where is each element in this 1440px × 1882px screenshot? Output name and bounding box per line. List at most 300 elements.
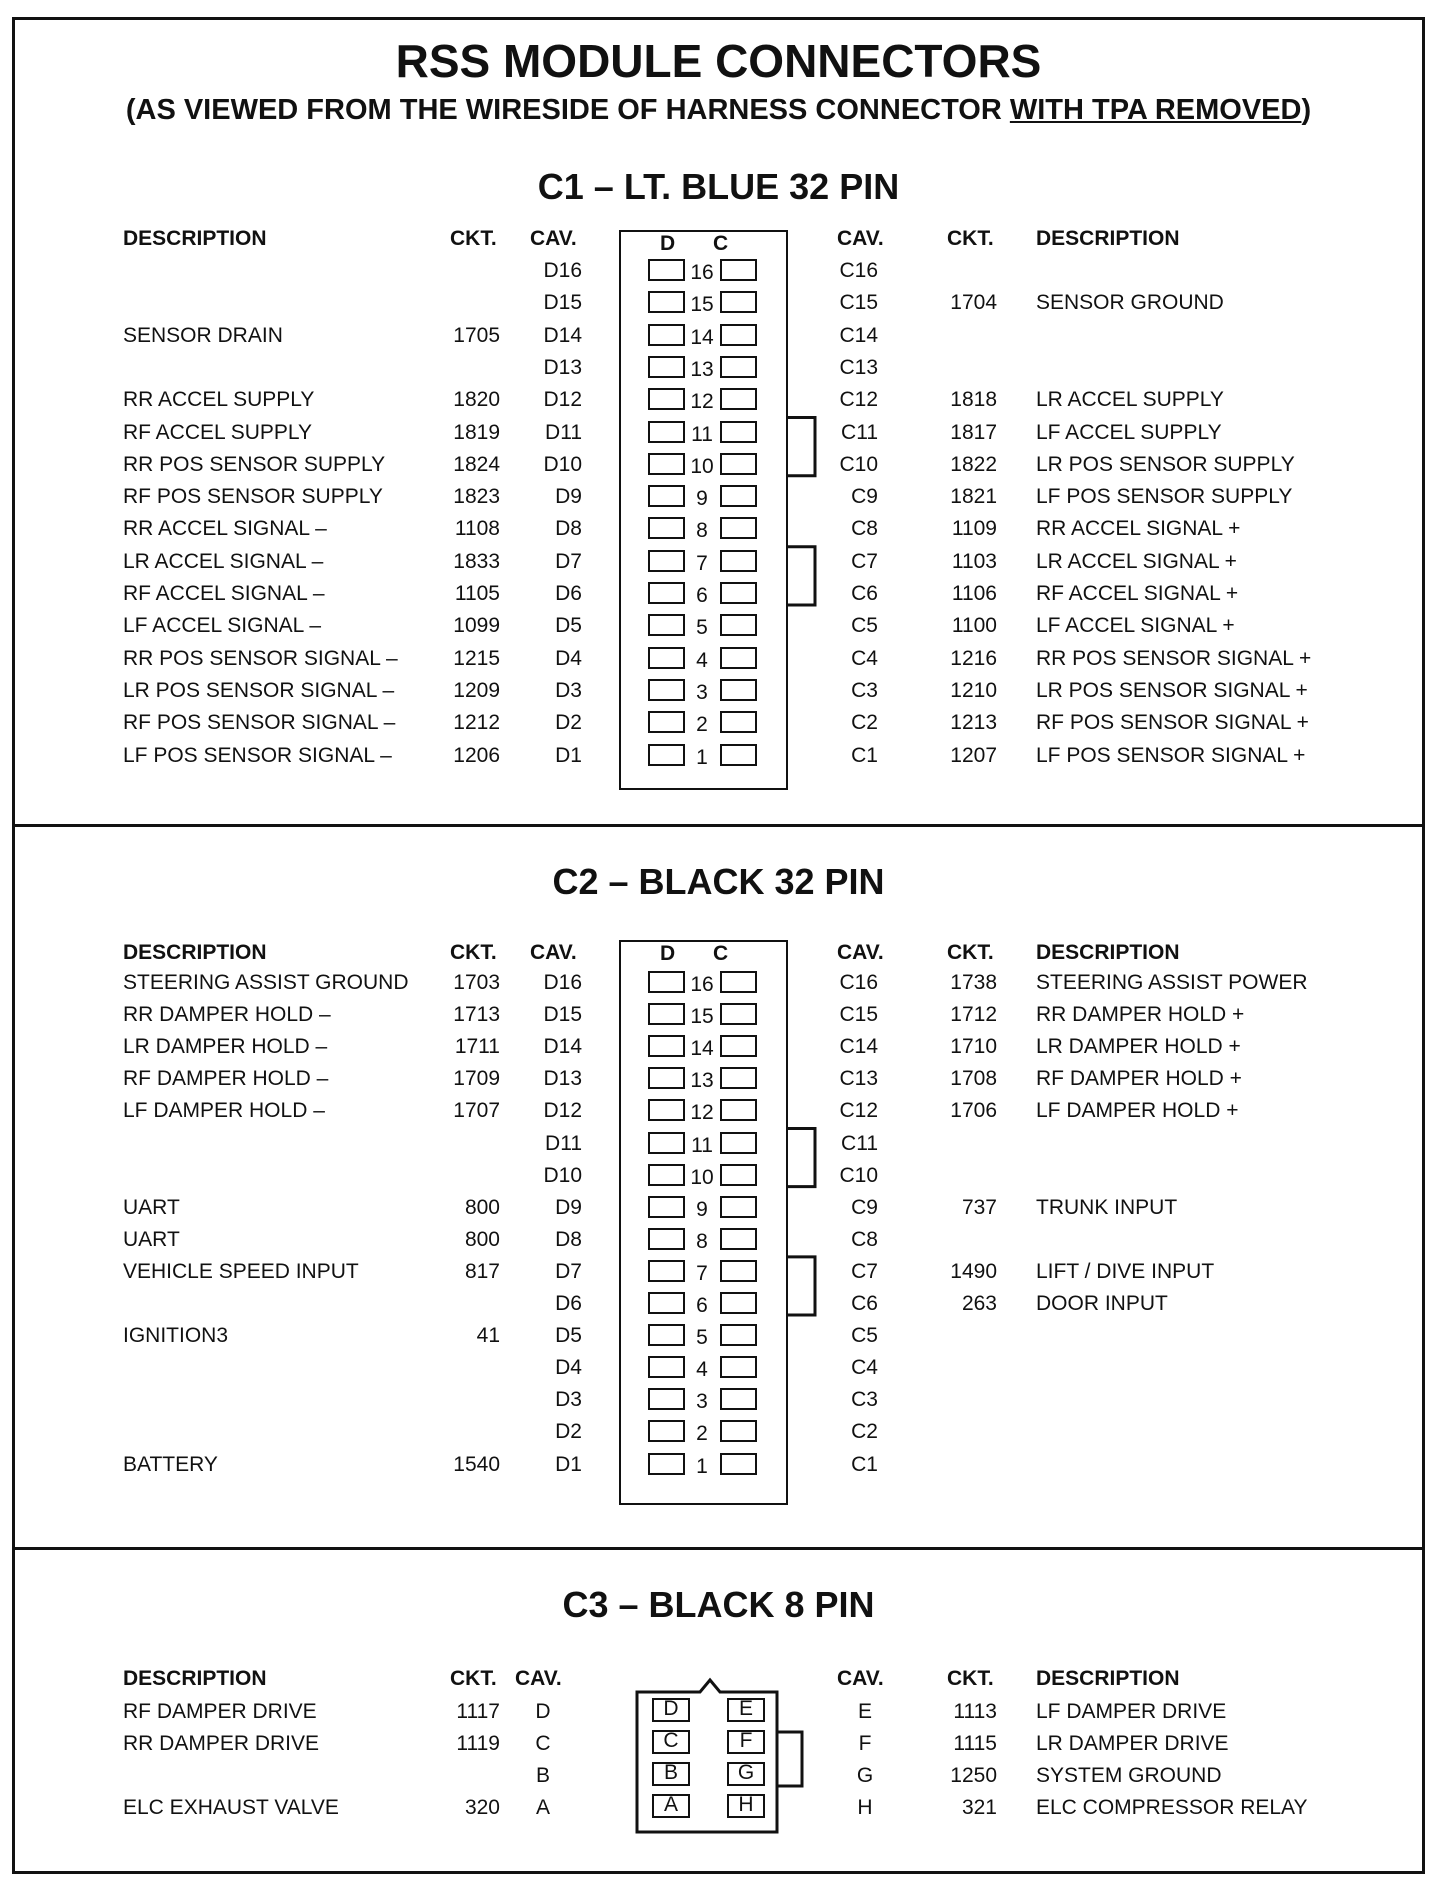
c2-right-description: RR DAMPER HOLD + [1036, 1003, 1245, 1027]
c2-pin-number: 2 [696, 1422, 708, 1446]
c3-right-ckt: 1113 [953, 1700, 997, 1723]
c2-right-cav: C8 [851, 1227, 878, 1251]
c1-cavity-c [720, 647, 757, 669]
c2-pin-number: 8 [696, 1229, 708, 1253]
c2-cavity-c [720, 1196, 757, 1218]
c2-lower-latch [788, 1257, 815, 1315]
c1-cavity-c [720, 291, 757, 313]
c2-cavity-c [720, 1099, 757, 1121]
c1-left-ckt: 1705 [453, 323, 500, 347]
c1-right-description: RF POS SENSOR SIGNAL + [1036, 711, 1309, 735]
c1-column-c-label: C [713, 232, 729, 255]
c1-left-ckt: 1206 [453, 743, 500, 767]
c2-cavity-c [720, 1228, 757, 1250]
c1-cavity-c [720, 388, 757, 410]
c3-right-description-header: DESCRIPTION [1036, 1667, 1180, 1690]
c1-left-ckt: 1105 [454, 582, 500, 605]
c1-right-description: LF ACCEL SUPPLY [1036, 420, 1222, 444]
c2-right-ckt-header: CKT. [947, 941, 994, 964]
c1-pin-number: 12 [690, 390, 714, 414]
c1-pin-number: 5 [696, 616, 708, 640]
c1-left-cav: D13 [543, 355, 582, 379]
c1-cavity-d [648, 679, 685, 701]
c1-right-description: RF ACCEL SIGNAL + [1036, 582, 1239, 605]
c1-right-description: RR ACCEL SIGNAL + [1036, 517, 1241, 541]
c1-left-ckt: 1108 [454, 517, 500, 541]
c2-left-cav: D2 [555, 1420, 582, 1444]
c2-cavity-c [720, 1292, 757, 1314]
c2-right-description: DOOR INPUT [1036, 1292, 1168, 1315]
c2-left-ckt: 1713 [453, 1003, 500, 1027]
c3-cavity-letter: C [663, 1729, 679, 1752]
c1-cavity-c [720, 711, 757, 733]
c2-column-c-label: C [713, 942, 729, 965]
c1-right-cav: C8 [851, 517, 878, 541]
c1-right-ckt: 1822 [950, 452, 997, 476]
c2-left-cav: D1 [555, 1452, 582, 1476]
c2-pin-number: 10 [690, 1165, 714, 1189]
c1-right-cav: C14 [839, 323, 878, 347]
c2-right-cav: C7 [851, 1259, 878, 1283]
c1-left-cav: D1 [555, 743, 582, 767]
c2-cavity-c [720, 1067, 757, 1089]
c2-cavity-d [648, 1292, 685, 1314]
c1-right-ckt: 1100 [951, 614, 997, 638]
c1-right-cav: C6 [851, 582, 878, 605]
c3-left-cav: D [535, 1700, 551, 1723]
c2-cavity-d [648, 1260, 685, 1282]
c2-left-ckt-header: CKT. [450, 941, 497, 964]
c2-left-ckt: 1711 [454, 1035, 500, 1059]
c2-cavity-c [720, 1324, 757, 1346]
c2-left-ckt: 1707 [453, 1099, 500, 1123]
c2-right-description: LR DAMPER HOLD + [1036, 1035, 1241, 1059]
c3-title: C3 – BLACK 8 PIN [562, 1584, 875, 1625]
c2-right-description: LIFT / DIVE INPUT [1036, 1259, 1215, 1283]
c2-left-description: VEHICLE SPEED INPUT [123, 1259, 359, 1283]
c1-left-description: LF ACCEL SIGNAL – [123, 614, 322, 638]
c1-left-ckt: 1833 [453, 549, 500, 573]
c1-cavity-c [720, 356, 757, 378]
c2-left-ckt: 41 [476, 1324, 500, 1348]
c1-pin-number: 10 [690, 454, 714, 478]
c2-cavity-d [648, 971, 685, 993]
c1-right-description: LR ACCEL SUPPLY [1036, 388, 1224, 412]
c2-left-description: UART [123, 1227, 180, 1251]
c2-left-cav: D3 [555, 1388, 582, 1412]
c1-pin-number: 15 [690, 293, 714, 317]
c1-right-ckt: 1109 [951, 517, 997, 541]
c2-pin-number: 1 [696, 1454, 708, 1478]
c1-left-cav: D9 [555, 485, 582, 509]
c2-right-cav-header: CAV. [837, 941, 884, 964]
c2-cavity-d [648, 1099, 685, 1121]
c3-left-description: ELC EXHAUST VALVE [123, 1796, 339, 1819]
c2-pin-number: 4 [696, 1358, 708, 1382]
c1-right-description: LR POS SENSOR SUPPLY [1036, 452, 1295, 476]
c1-pin-number: 4 [696, 648, 708, 672]
c1-left-ckt: 1820 [453, 388, 500, 412]
c2-cavity-c [720, 1003, 757, 1025]
c3-left-ckt: 320 [464, 1796, 500, 1819]
c1-left-description: RR ACCEL SUPPLY [123, 388, 315, 412]
c1-cavity-d [648, 356, 685, 378]
c2-right-ckt: 1490 [950, 1259, 997, 1283]
c1-lower-latch [788, 547, 815, 605]
c2-left-cav: D8 [555, 1227, 582, 1251]
c2-left-ckt: 800 [464, 1195, 500, 1219]
c2-left-cav: D11 [545, 1131, 582, 1155]
c2-right-cav: C11 [841, 1131, 878, 1155]
c1-left-ckt: 1099 [453, 614, 500, 638]
c2-right-description: RF DAMPER HOLD + [1036, 1067, 1242, 1091]
c2-cavity-d [648, 1453, 685, 1475]
c1-left-ckt: 1215 [453, 646, 500, 670]
c2-right-cav: C4 [851, 1356, 878, 1380]
c2-left-description: RR DAMPER HOLD – [123, 1003, 331, 1027]
c2-left-cav: D7 [555, 1259, 582, 1283]
c1-left-cav: D15 [543, 291, 582, 315]
c2-cavity-d [648, 1356, 685, 1378]
c1-cavity-d [648, 614, 685, 636]
c2-cavity-c [720, 971, 757, 993]
c1-left-description: RR POS SENSOR SIGNAL – [123, 646, 398, 670]
c2-right-cav: C12 [839, 1099, 878, 1123]
c2-left-description: RF DAMPER HOLD – [123, 1067, 329, 1091]
c1-right-ckt: 1821 [950, 485, 997, 509]
c2-pin-number: 7 [696, 1261, 708, 1285]
c1-right-cav: C11 [841, 420, 878, 444]
c1-left-ckt: 1824 [453, 452, 500, 476]
c1-left-description: RF POS SENSOR SIGNAL – [123, 711, 396, 735]
c1-right-cav: C13 [839, 355, 878, 379]
c1-right-cav: C15 [839, 291, 878, 315]
c1-left-ckt: 1209 [453, 678, 500, 702]
c2-right-description: STEERING ASSIST POWER [1036, 971, 1308, 994]
subtitle-underlined: WITH TPA REMOVED [1009, 94, 1302, 126]
c2-left-cav: D13 [543, 1067, 582, 1091]
c3-right-cav: G [856, 1764, 874, 1787]
c1-pin-number: 7 [696, 551, 708, 575]
c1-left-cav: D16 [543, 259, 582, 282]
c1-right-ckt: 1216 [950, 646, 997, 670]
c3-left-description-header: DESCRIPTION [123, 1667, 267, 1690]
c2-left-ckt: 1703 [453, 971, 500, 994]
c2-pin-number: 9 [696, 1197, 708, 1221]
c2-left-cav: D14 [543, 1035, 582, 1059]
c1-left-cav: D11 [545, 420, 582, 444]
c1-left-ckt: 1819 [453, 420, 500, 444]
c1-right-description: SENSOR GROUND [1036, 291, 1224, 315]
c1-cavity-d [648, 517, 685, 539]
c1-pin-number: 1 [696, 745, 708, 769]
c2-cavity-d [648, 1067, 685, 1089]
c2-left-description: LF DAMPER HOLD – [123, 1099, 325, 1123]
c1-left-cav-header: CAV. [530, 227, 577, 250]
c1-right-cav: C1 [851, 743, 878, 767]
c1-left-cav: D4 [555, 646, 582, 670]
c1-right-description: LR ACCEL SIGNAL + [1036, 549, 1237, 573]
c1-left-cav: D3 [555, 678, 582, 702]
c2-left-cav: D6 [555, 1292, 582, 1315]
c1-left-description: LR POS SENSOR SIGNAL – [123, 678, 395, 702]
c2-cavity-c [720, 1260, 757, 1282]
c3-right-description: SYSTEM GROUND [1036, 1764, 1222, 1787]
c1-cavity-d [648, 388, 685, 410]
c1-right-description: LF POS SENSOR SUPPLY [1036, 485, 1293, 509]
c1-right-description: LR POS SENSOR SIGNAL + [1036, 678, 1308, 702]
c1-left-description: RF POS SENSOR SUPPLY [123, 485, 383, 509]
c1-cavity-c [720, 485, 757, 507]
c3-right-ckt: 1250 [950, 1764, 997, 1787]
c1-left-cav: D2 [555, 711, 582, 735]
c3-cavity-letter: D [663, 1697, 679, 1720]
c1-right-ckt: 1704 [950, 291, 997, 315]
c3-right-cav-header: CAV. [837, 1667, 884, 1690]
c3-left-ckt: 1117 [456, 1700, 500, 1723]
c2-left-cav-header: CAV. [530, 941, 577, 964]
c2-left-description-header: DESCRIPTION [123, 941, 267, 964]
c2-cavity-c [720, 1388, 757, 1410]
c1-cavity-c [720, 453, 757, 475]
c1-right-cav: C10 [839, 452, 878, 476]
c1-cavity-d [648, 259, 685, 281]
c3-left-description: RF DAMPER DRIVE [123, 1700, 317, 1723]
c3-cavity-letter: E [738, 1697, 753, 1720]
c1-right-cav: C16 [839, 259, 878, 282]
c2-cavity-c [720, 1164, 757, 1186]
c3-right-cav: F [858, 1732, 872, 1755]
c2-pin-number: 3 [696, 1390, 708, 1414]
c2-pin-number: 16 [690, 973, 714, 996]
c1-column-d-label: D [660, 232, 676, 255]
c2-left-ckt: 1540 [453, 1452, 500, 1476]
c1-right-cav: C4 [851, 646, 878, 670]
c1-cavity-d [648, 744, 685, 766]
c1-pin-number: 9 [696, 487, 708, 511]
c2-column-d-label: D [660, 942, 676, 965]
c2-right-description: TRUNK INPUT [1036, 1195, 1178, 1219]
c1-left-ckt: 1212 [453, 711, 500, 735]
c1-left-description-header: DESCRIPTION [123, 227, 267, 250]
c1-right-cav-header: CAV. [837, 227, 884, 250]
c2-pin-number: 11 [691, 1133, 713, 1157]
c2-right-description-header: DESCRIPTION [1036, 941, 1180, 964]
c1-cavity-d [648, 485, 685, 507]
c2-left-cav: D10 [543, 1163, 582, 1187]
c2-left-description: IGNITION3 [123, 1324, 229, 1348]
c2-left-description: BATTERY [123, 1452, 218, 1476]
c3-right-description: ELC COMPRESSOR RELAY [1036, 1796, 1308, 1819]
c1-title: C1 – LT. BLUE 32 PIN [537, 166, 900, 207]
c3-left-cav-header: CAV. [515, 1667, 562, 1690]
c1-upper-latch [788, 418, 815, 476]
c2-cavity-d [648, 1388, 685, 1410]
c1-left-ckt-header: CKT. [450, 227, 497, 250]
c1-pin-number: 13 [690, 357, 714, 381]
c2-left-cav: D9 [555, 1195, 582, 1219]
c1-right-description: LF POS SENSOR SIGNAL + [1036, 743, 1306, 767]
c1-right-ckt: 1106 [951, 582, 997, 605]
c2-right-cav: C1 [851, 1452, 878, 1476]
c1-cavity-c [720, 679, 757, 701]
c2-cavity-d [648, 1196, 685, 1218]
c1-cavity-d [648, 421, 685, 443]
c2-right-cav: C15 [839, 1003, 878, 1027]
c1-cavity-d [648, 324, 685, 346]
c1-left-cav: D8 [555, 517, 582, 541]
c3-left-ckt: 1119 [456, 1732, 500, 1755]
c2-upper-latch [788, 1129, 815, 1187]
c1-left-cav: D6 [555, 582, 582, 605]
c2-right-cav: C2 [851, 1420, 878, 1444]
c1-cavity-c [720, 324, 757, 346]
c2-left-description: STEERING ASSIST GROUND [123, 971, 409, 994]
c3-left-ckt-header: CKT. [450, 1667, 497, 1690]
c1-right-description-header: DESCRIPTION [1036, 227, 1180, 250]
c3-right-description: LF DAMPER DRIVE [1036, 1700, 1227, 1723]
c2-pin-number: 5 [696, 1326, 708, 1350]
c2-cavity-d [648, 1324, 685, 1346]
c1-cavity-c [720, 614, 757, 636]
page-title: RSS MODULE CONNECTORS [395, 35, 1042, 87]
c2-right-cav: C6 [851, 1292, 878, 1315]
c2-cavity-d [648, 1035, 685, 1057]
c1-left-description: RF ACCEL SUPPLY [123, 420, 313, 444]
c2-right-cav: C14 [839, 1035, 878, 1059]
c2-right-cav: C3 [851, 1388, 878, 1412]
c1-right-description: LF ACCEL SIGNAL + [1036, 614, 1235, 638]
c1-right-ckt: 1103 [951, 549, 997, 573]
c2-pin-number: 14 [690, 1037, 714, 1061]
c2-right-ckt: 737 [961, 1195, 997, 1219]
c2-cavity-c [720, 1420, 757, 1442]
c1-right-cav: C12 [839, 388, 878, 412]
c1-cavity-d [648, 453, 685, 475]
c1-cavity-c [720, 259, 757, 281]
c2-right-cav: C5 [851, 1324, 878, 1348]
c1-right-ckt: 1818 [950, 388, 997, 412]
c1-cavity-d [648, 550, 685, 572]
c2-cavity-d [648, 1003, 685, 1025]
c2-cavity-d [648, 1164, 685, 1186]
c3-cavity-letter: G [737, 1761, 755, 1784]
c1-right-cav: C3 [851, 678, 878, 702]
c1-right-ckt: 1207 [950, 743, 997, 767]
c2-left-cav: D16 [543, 971, 582, 994]
c1-left-cav: D14 [543, 323, 582, 347]
c1-pin-number: 16 [690, 261, 714, 284]
c2-left-cav: D12 [543, 1099, 582, 1123]
c1-left-description: SENSOR DRAIN [123, 323, 283, 347]
c2-right-ckt: 1712 [950, 1003, 997, 1027]
c3-right-ckt-header: CKT. [947, 1667, 994, 1690]
c3-cavity-letter: B [663, 1761, 678, 1784]
c1-left-cav: D5 [555, 614, 582, 638]
c2-left-ckt: 800 [464, 1227, 500, 1251]
c2-right-ckt: 1710 [950, 1035, 997, 1059]
c3-right-cav: E [857, 1700, 872, 1723]
c2-right-ckt: 263 [961, 1292, 997, 1315]
c1-pin-number: 14 [690, 325, 714, 349]
c2-cavity-c [720, 1132, 757, 1154]
c2-right-ckt: 1706 [950, 1099, 997, 1123]
c1-cavity-c [720, 550, 757, 572]
c2-pin-number: 6 [696, 1294, 708, 1317]
c2-left-cav: D4 [555, 1356, 582, 1380]
c2-cavity-d [648, 1228, 685, 1250]
c1-cavity-c [720, 421, 757, 443]
c1-left-description: RR POS SENSOR SUPPLY [123, 452, 386, 476]
c3-left-cav: A [535, 1796, 550, 1819]
c2-right-cav: C16 [839, 971, 878, 994]
c2-cavity-c [720, 1453, 757, 1475]
c2-left-ckt: 1709 [453, 1067, 500, 1091]
c3-right-ckt: 321 [961, 1796, 997, 1819]
c3-latch [777, 1732, 802, 1786]
c1-right-ckt: 1213 [950, 711, 997, 735]
c1-right-cav: C5 [851, 614, 878, 638]
c3-right-ckt: 1115 [953, 1732, 997, 1755]
c1-right-ckt: 1817 [950, 420, 997, 444]
c1-right-cav: C7 [851, 549, 878, 573]
subtitle-text: (AS VIEWED FROM THE WIRESIDE OF HARNESS CONNECTOR [125, 94, 1010, 126]
c2-title: C2 – BLACK 32 PIN [552, 861, 885, 902]
c2-cavity-d [648, 1420, 685, 1442]
c1-pin-number: 11 [691, 422, 713, 446]
c1-cavity-d [648, 291, 685, 313]
c1-cavity-c [720, 744, 757, 766]
c1-cavity-c [720, 582, 757, 604]
c1-left-cav: D7 [555, 549, 582, 573]
c2-right-ckt: 1738 [950, 971, 997, 994]
c3-cavity-letter: A [663, 1793, 678, 1816]
c1-left-ckt: 1823 [453, 485, 500, 509]
c1-cavity-d [648, 711, 685, 733]
c1-left-cav: D12 [543, 388, 582, 412]
c1-right-description: RR POS SENSOR SIGNAL + [1036, 646, 1312, 670]
c2-right-cav: C10 [839, 1163, 878, 1187]
c1-right-ckt: 1210 [950, 678, 997, 702]
c1-right-cav: C2 [851, 711, 878, 735]
c1-left-description: RR ACCEL SIGNAL – [123, 517, 327, 541]
c2-cavity-c [720, 1356, 757, 1378]
c1-pin-number: 8 [696, 519, 708, 543]
c3-right-description: LR DAMPER DRIVE [1036, 1732, 1229, 1755]
c1-left-description: LR ACCEL SIGNAL – [123, 549, 324, 573]
c1-left-cav: D10 [543, 452, 582, 476]
c2-right-description: LF DAMPER HOLD + [1036, 1099, 1239, 1123]
c2-right-ckt: 1708 [950, 1067, 997, 1091]
c2-right-cav: C13 [839, 1067, 878, 1091]
c3-left-cav: B [535, 1764, 550, 1787]
c2-left-cav: D5 [555, 1324, 582, 1348]
c3-cavity-letter: H [738, 1793, 754, 1816]
c1-cavity-c [720, 517, 757, 539]
c2-pin-number: 12 [690, 1101, 714, 1125]
c3-left-description: RR DAMPER DRIVE [123, 1732, 320, 1755]
c3-left-cav: C [535, 1732, 551, 1755]
c2-pin-number: 15 [690, 1005, 714, 1029]
c1-pin-number: 2 [696, 713, 708, 737]
c1-cavity-d [648, 582, 685, 604]
c2-cavity-c [720, 1035, 757, 1057]
subtitle-close: ) [1301, 94, 1312, 126]
c2-right-cav: C9 [851, 1195, 878, 1219]
c2-pin-number: 13 [690, 1069, 714, 1093]
c1-left-description: RF ACCEL SIGNAL – [123, 582, 325, 605]
c1-cavity-d [648, 647, 685, 669]
